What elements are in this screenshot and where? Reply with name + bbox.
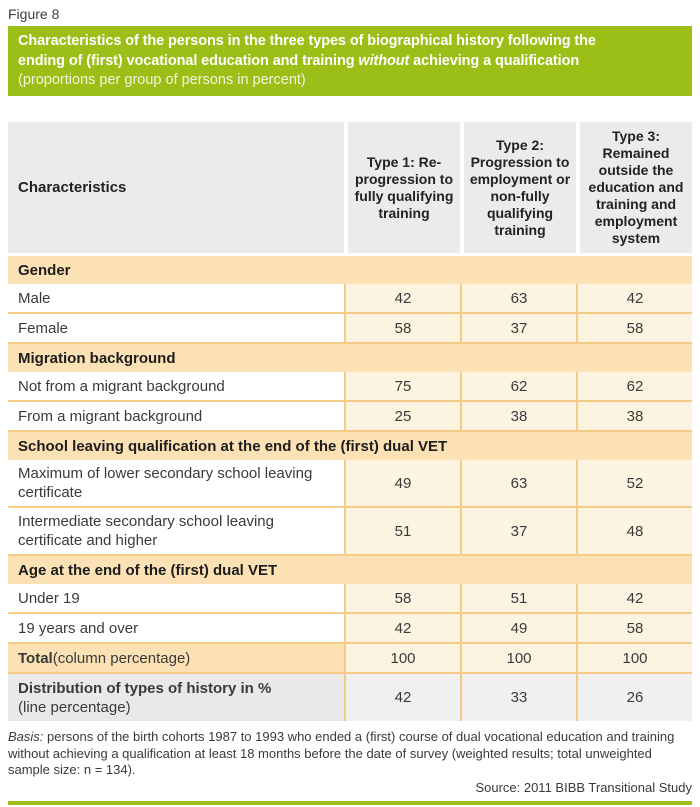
value-type1: 42 bbox=[344, 284, 460, 312]
row-label: Not from a migrant background bbox=[8, 372, 344, 400]
value-type1: 51 bbox=[344, 508, 460, 554]
total-label-rest: (column percentage) bbox=[52, 649, 191, 667]
total-label-bold: Total bbox=[18, 649, 53, 667]
value-type3: 48 bbox=[576, 508, 692, 554]
row-lower-secondary bbox=[8, 460, 692, 508]
value-type2: 100 bbox=[460, 644, 576, 672]
title-line-1: Characteristics of the persons in the three types of biographical history following the bbox=[18, 33, 596, 49]
value-type1: 42 bbox=[344, 614, 460, 642]
section-header-school-leaving: School leaving qualification at the end of the (first) dual VET bbox=[8, 432, 692, 460]
value-type2: 38 bbox=[460, 402, 576, 430]
figure-label: Figure 8 bbox=[8, 6, 60, 22]
value-type2: 33 bbox=[460, 674, 576, 721]
value-type2: 49 bbox=[460, 614, 576, 642]
value-type3: 52 bbox=[576, 460, 692, 506]
row-intermediate-secondary bbox=[8, 508, 692, 556]
row-not-migrant bbox=[8, 372, 692, 402]
section-header-age: Age at the end of the (first) dual VET bbox=[8, 556, 692, 584]
title-emphasis: without bbox=[358, 53, 410, 69]
row-under-19 bbox=[8, 584, 692, 614]
row-label bbox=[8, 674, 344, 721]
row-label: Male bbox=[8, 284, 344, 312]
value-type2: 37 bbox=[460, 508, 576, 554]
figure-subtitle: (proportions per group of persons in percent) bbox=[18, 72, 306, 88]
value-type3: 58 bbox=[576, 614, 692, 642]
figure-footer bbox=[8, 729, 692, 796]
row-female bbox=[8, 314, 692, 344]
row-migrant bbox=[8, 402, 692, 432]
value-type2: 63 bbox=[460, 284, 576, 312]
section-header-gender: Gender bbox=[8, 256, 692, 284]
distribution-label-rest: (line percentage) bbox=[18, 699, 131, 716]
row-label bbox=[8, 644, 344, 672]
basis-note bbox=[8, 729, 692, 779]
corner-header-characteristics: Characteristics bbox=[8, 122, 344, 253]
value-type2: 37 bbox=[460, 314, 576, 342]
value-type3: 42 bbox=[576, 284, 692, 312]
value-type1: 42 bbox=[344, 674, 460, 721]
basis-text: persons of the birth cohorts 1987 to 1993 who ended a (first) course of dual vocational education and training without achieving a qualification at least 18 months before the date of survey (weighted results; total unweighted sample size: n = 134). bbox=[8, 729, 675, 777]
value-type1: 58 bbox=[344, 314, 460, 342]
value-type3: 42 bbox=[576, 584, 692, 612]
value-type3: 26 bbox=[576, 674, 692, 721]
row-label: From a migrant background bbox=[8, 402, 344, 430]
value-type2: 62 bbox=[460, 372, 576, 400]
basis-label: Basis: bbox=[8, 729, 44, 744]
source-note: Source: 2011 BIBB Transitional Study bbox=[475, 779, 692, 795]
figure-title bbox=[18, 31, 682, 71]
value-type3: 100 bbox=[576, 644, 692, 672]
value-type2: 51 bbox=[460, 584, 576, 612]
bottom-accent-bar bbox=[8, 801, 692, 805]
row-19-and-over bbox=[8, 614, 692, 644]
column-header-type3: Type 3: Remained outside the education and training and employment system bbox=[576, 122, 692, 253]
row-label: Intermediate secondary school leaving certificate and higher bbox=[8, 508, 344, 554]
value-type3: 38 bbox=[576, 402, 692, 430]
value-type3: 62 bbox=[576, 372, 692, 400]
value-type1: 25 bbox=[344, 402, 460, 430]
row-label: Under 19 bbox=[8, 584, 344, 612]
row-label: Maximum of lower secondary school leaving certificate bbox=[8, 460, 344, 506]
row-male bbox=[8, 284, 692, 314]
row-label: Female bbox=[8, 314, 344, 342]
value-type3: 58 bbox=[576, 314, 692, 342]
value-type1: 100 bbox=[344, 644, 460, 672]
value-type1: 58 bbox=[344, 584, 460, 612]
value-type2: 63 bbox=[460, 460, 576, 506]
row-total bbox=[8, 644, 692, 674]
column-header-type1: Type 1: Re-progression to fully qualifying training bbox=[344, 122, 460, 253]
title-line-2-post: achieving a qualification bbox=[409, 53, 580, 69]
figure-title-banner bbox=[8, 26, 692, 96]
title-line-2-pre: ending of (first) vocational education and training bbox=[18, 53, 359, 69]
value-type1: 49 bbox=[344, 460, 460, 506]
row-distribution bbox=[8, 674, 692, 721]
section-header-migration: Migration background bbox=[8, 344, 692, 372]
characteristics-table bbox=[8, 122, 692, 721]
distribution-label-bold: Distribution of types of history in % bbox=[18, 680, 272, 697]
table-header-row bbox=[8, 122, 692, 253]
row-label: 19 years and over bbox=[8, 614, 344, 642]
value-type1: 75 bbox=[344, 372, 460, 400]
column-header-type2: Type 2: Progression to employment or non-fully qualifying training bbox=[460, 122, 576, 253]
